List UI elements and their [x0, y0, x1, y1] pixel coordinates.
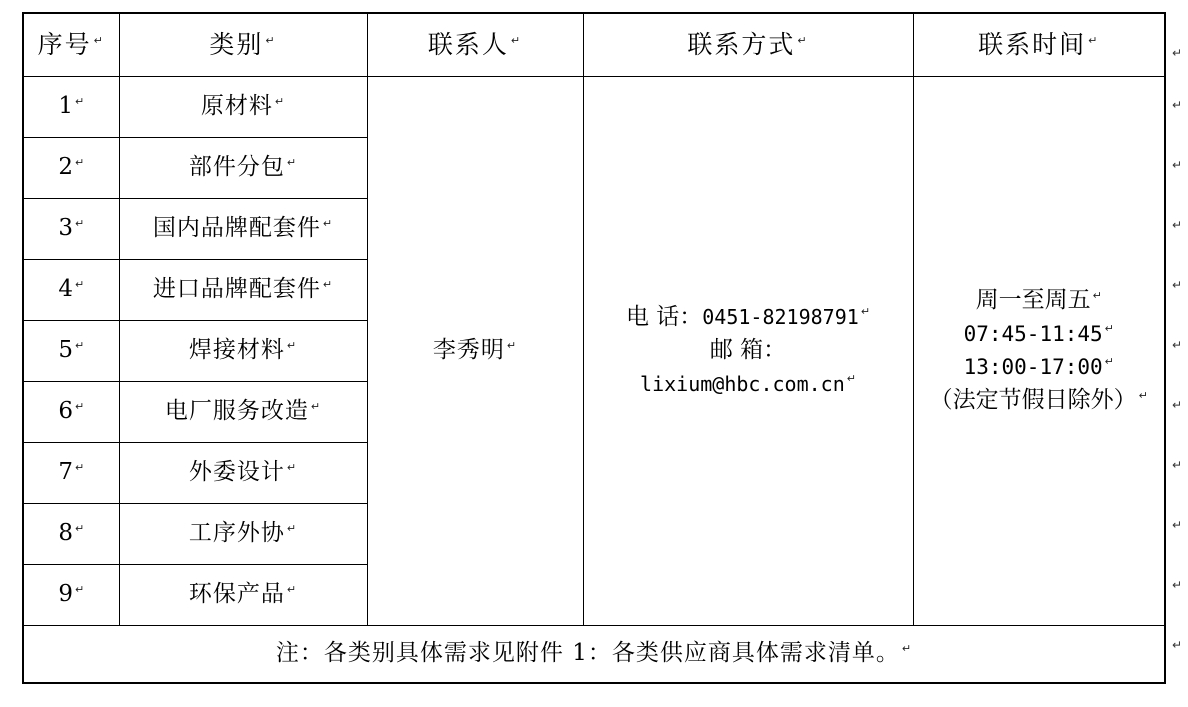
cell-category-value: 外委设计	[188, 459, 285, 486]
format-mark-icon: ↵	[74, 521, 85, 535]
cell-category	[119, 260, 367, 321]
format-mark-icon: ↵	[1104, 355, 1114, 369]
format-mark-icon: ↵	[322, 277, 334, 291]
column-header-way	[583, 13, 913, 77]
contact-time-line-4	[914, 384, 1165, 417]
cell-category	[119, 321, 367, 382]
cell-category-value: 电厂服务改造	[164, 398, 309, 425]
format-mark-icon: ↵	[797, 33, 809, 47]
contact-time-days: 周一至周五	[975, 287, 1091, 314]
cell-category-value: 部件分包	[188, 154, 285, 181]
format-mark-icon: ↵	[74, 338, 85, 352]
format-mark-icon: ↵	[74, 582, 85, 596]
column-header-person	[367, 13, 583, 77]
format-mark-icon: ↵	[1104, 322, 1114, 335]
format-mark-icon: ↵	[1172, 158, 1183, 172]
cell-no	[23, 504, 119, 565]
contact-time-line-2	[914, 318, 1165, 351]
format-mark-icon: ↵	[310, 399, 322, 413]
cell-no-value: 2	[58, 154, 73, 181]
column-header-category	[119, 13, 367, 77]
format-mark-icon: ↵	[286, 155, 298, 169]
format-mark-icon: ↵	[1172, 338, 1183, 352]
cell-category-value: 工序外协	[188, 520, 285, 547]
format-mark-icon: ↵	[286, 582, 298, 596]
cell-no	[23, 260, 119, 321]
cell-no	[23, 138, 119, 199]
format-mark-icon: ↵	[93, 33, 105, 47]
format-mark-icon: ↵	[1172, 458, 1183, 472]
cell-no	[23, 77, 119, 138]
column-header-way-label: 联系方式	[687, 29, 796, 59]
format-mark-icon: ↵	[74, 460, 85, 474]
contact-email-label: 邮 箱：	[709, 337, 787, 364]
cell-category-value: 环保产品	[188, 581, 285, 608]
format-mark-icon: ↵	[1088, 33, 1100, 47]
cell-category	[119, 77, 367, 138]
format-mark-icon: ↵	[860, 305, 871, 319]
format-mark-icon: ↵	[1172, 98, 1183, 112]
format-mark-icon: ↵	[1172, 578, 1183, 592]
cell-category-value: 国内品牌配套件	[152, 215, 321, 242]
format-mark-icon: ↵	[265, 33, 277, 47]
contact-time-line-1	[914, 284, 1165, 317]
format-mark-icon: ↵	[74, 94, 85, 108]
format-mark-icon: ↵	[846, 372, 856, 386]
column-header-no	[23, 13, 119, 77]
format-mark-icon: ↵	[510, 33, 523, 47]
cell-contact-person-value: 李秀明	[432, 337, 505, 364]
cell-contact-person	[367, 77, 583, 626]
cell-category	[119, 565, 367, 626]
format-mark-icon: ↵	[1092, 288, 1102, 302]
margin-format-marks	[1172, 12, 1186, 692]
contact-time-afternoon: 13:00-17:00	[963, 355, 1103, 379]
format-mark-icon: ↵	[1138, 388, 1148, 402]
contact-time-morning: 07:45-11:45	[963, 321, 1103, 346]
contact-phone-line	[584, 301, 913, 334]
format-mark-icon: ↵	[286, 521, 298, 535]
column-header-category-label: 类别	[209, 29, 264, 59]
contact-email-value: lixium@hbc.com.cn	[640, 371, 845, 396]
cell-no	[23, 382, 119, 443]
format-mark-icon: ↵	[1172, 398, 1183, 412]
format-mark-icon: ↵	[1172, 278, 1183, 292]
cell-no-value: 5	[58, 337, 73, 364]
cell-note	[23, 626, 1165, 684]
format-mark-icon: ↵	[1172, 218, 1183, 232]
cell-no-value: 7	[58, 459, 73, 486]
format-mark-icon: ↵	[74, 216, 85, 230]
cell-no-value: 6	[58, 398, 73, 425]
table-row	[23, 77, 1165, 138]
format-mark-icon: ↵	[286, 460, 298, 474]
format-mark-icon: ↵	[286, 338, 298, 352]
cell-no	[23, 443, 119, 504]
contact-time-line-3	[914, 351, 1165, 384]
cell-category	[119, 382, 367, 443]
column-header-no-label: 序号	[37, 29, 92, 59]
format-mark-icon: ↵	[901, 641, 913, 655]
cell-contact-time	[913, 77, 1165, 626]
table-note-text: 注：各类别具体需求见附件 1：各类供应商具体需求清单。	[275, 640, 900, 667]
cell-category	[119, 504, 367, 565]
cell-no	[23, 199, 119, 260]
cell-no-value: 1	[58, 93, 73, 120]
table-note-row	[23, 626, 1165, 684]
cell-category	[119, 199, 367, 260]
cell-no-value: 3	[58, 215, 73, 242]
contact-phone-value: 0451-82198791	[702, 304, 859, 329]
contact-email-value-line	[584, 368, 913, 401]
format-mark-icon: ↵	[322, 216, 334, 230]
format-mark-icon: ↵	[1172, 46, 1183, 60]
cell-contact-way	[583, 77, 913, 626]
cell-no	[23, 565, 119, 626]
cell-no	[23, 321, 119, 382]
column-header-time-label: 联系时间	[978, 29, 1087, 59]
cell-no-value: 8	[58, 520, 73, 547]
contact-phone-label: 电 话：	[625, 303, 703, 330]
contact-time-holiday-note: （法定节假日除外）	[929, 387, 1137, 414]
format-mark-icon: ↵	[74, 277, 85, 291]
cell-no-value: 9	[58, 581, 73, 608]
cell-no-value: 4	[58, 276, 73, 303]
format-mark-icon: ↵	[506, 338, 518, 352]
format-mark-icon: ↵	[74, 399, 85, 413]
table-header-row	[23, 13, 1165, 77]
format-mark-icon: ↵	[274, 94, 286, 108]
cell-category	[119, 138, 367, 199]
format-mark-icon: ↵	[1172, 638, 1183, 652]
format-mark-icon: ↵	[74, 155, 85, 169]
column-header-person-label: 联系人	[427, 29, 509, 59]
cell-category-value: 进口品牌配套件	[152, 276, 321, 303]
format-mark-icon: ↵	[1172, 518, 1183, 532]
cell-category-value: 焊接材料	[188, 337, 285, 364]
column-header-time	[913, 13, 1165, 77]
supplier-contact-table	[22, 12, 1166, 684]
cell-category-value: 原材料	[200, 93, 273, 120]
cell-category	[119, 443, 367, 504]
contact-email-label-line	[584, 334, 913, 367]
